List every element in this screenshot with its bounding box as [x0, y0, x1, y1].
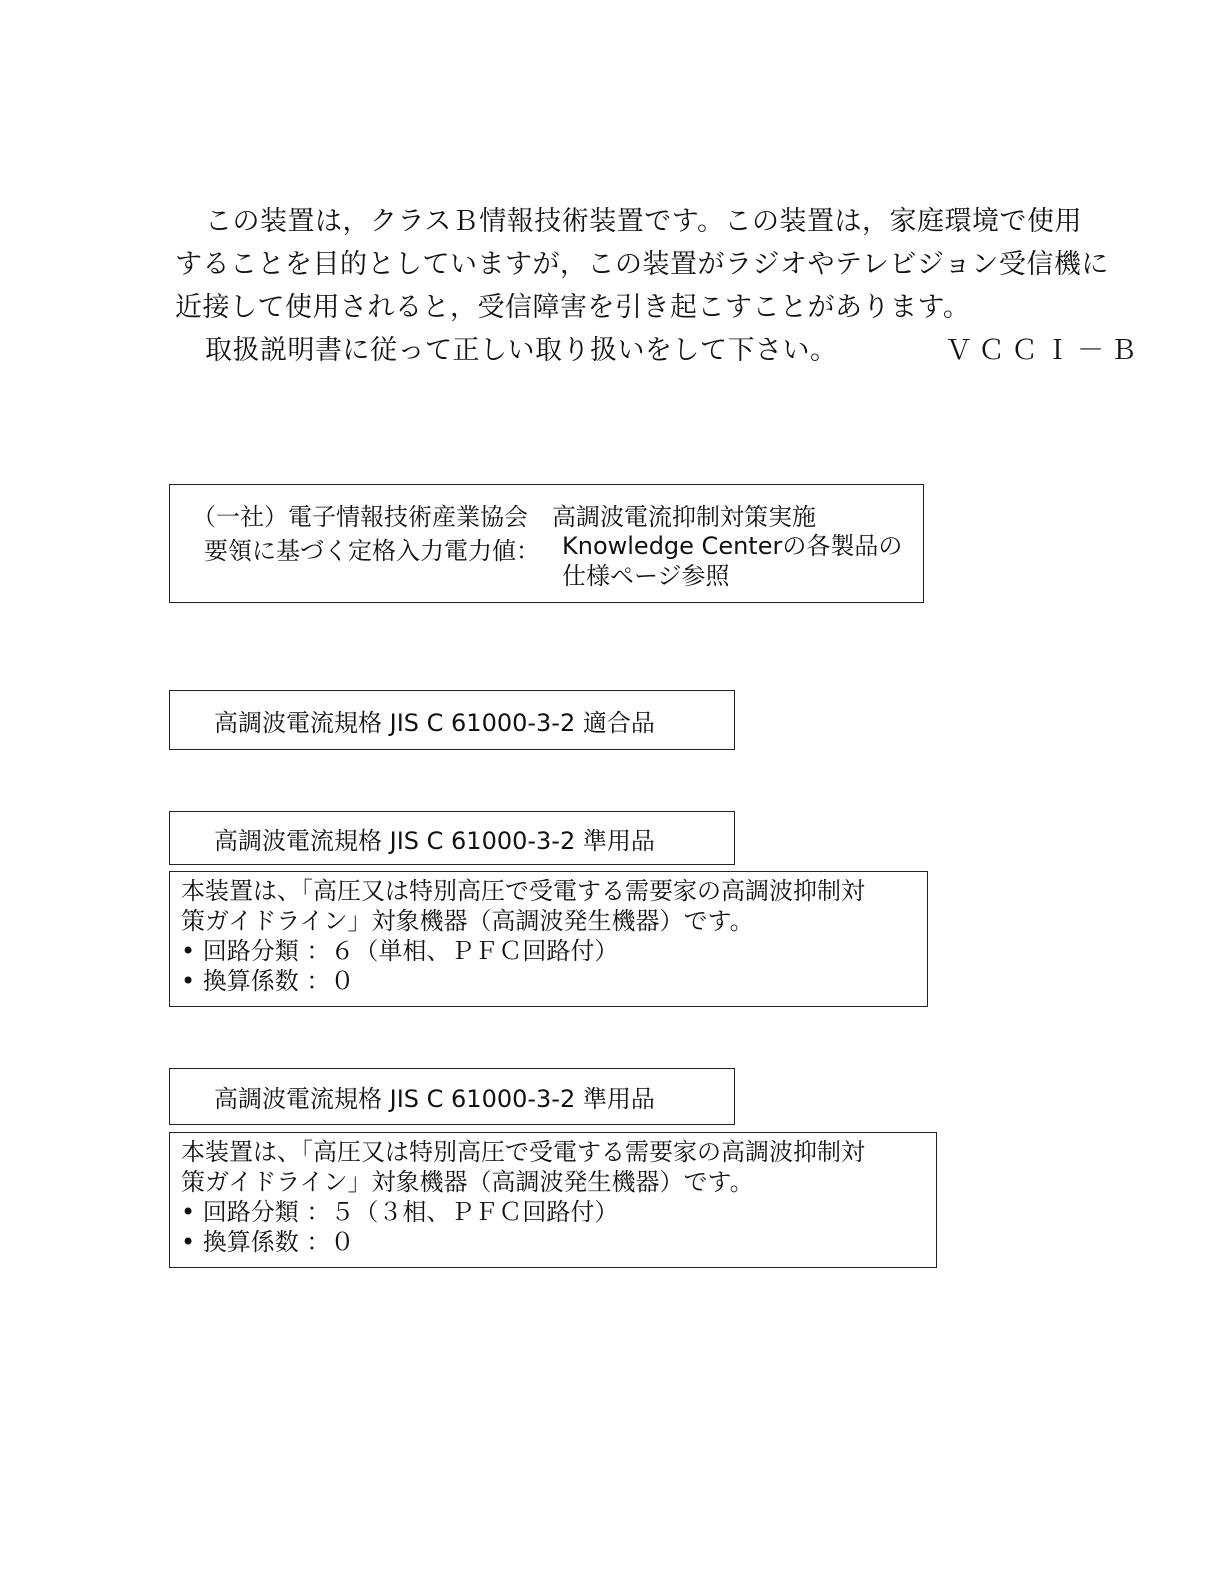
vcci-line-4	[175, 329, 1143, 372]
harmonic-standard-compliant-box	[169, 690, 735, 750]
vcci-class-label: ＶＣＣＩ－Ｂ	[945, 335, 1143, 366]
harmonic-guideline-note-2	[169, 1132, 937, 1268]
note-1-circuit-class: • 回路分類 ：６（単相、ＰＦＣ回路付）	[181, 937, 619, 965]
harmonic-standard-applied-text-2: 高調波電流規格 JIS C 61000-3-2 準用品	[214, 1085, 655, 1113]
rated-power-value: Knowledge Centerの各製品の仕様ページ参照	[562, 532, 903, 590]
vcci-notice	[175, 200, 1143, 372]
jeita-rated-power-box	[169, 484, 924, 603]
vcci-line-1: この装置は，クラスＢ情報技術装置です。この装置は，家庭環境で使用	[205, 206, 1083, 237]
vcci-line-3: 近接して使用されると，受信障害を引き起こすことがあります。	[175, 292, 971, 323]
rated-power-label: 要領に基づく定格入力電力値：	[204, 537, 540, 565]
harmonic-guideline-note-1	[169, 871, 928, 1007]
vcci-line-2: することを目的としていますが，この装置がラジオやテレビジョン受信機に	[175, 249, 1109, 280]
note-1-line-2: 策ガイドライン」対象機器（高調波発生機器）です。	[181, 907, 754, 935]
note-1-line-1: 本装置は、「高圧又は特別高圧で受電する需要家の高調波抑制対	[181, 877, 865, 905]
vcci-instruction-text: 取扱説明書に従って正しい取り扱いをして下さい。	[205, 335, 838, 366]
harmonic-standard-applied-box-2	[169, 1068, 735, 1125]
jeita-heading: （一社）電子情報技術産業協会 高調波電流抑制対策実施	[192, 503, 816, 531]
note-1-conversion-factor: • 換算係数 ：０	[181, 967, 355, 995]
harmonic-standard-applied-box-1	[169, 811, 735, 865]
note-2-line-1: 本装置は、「高圧又は特別高圧で受電する需要家の高調波抑制対	[181, 1138, 865, 1166]
harmonic-standard-applied-text-1: 高調波電流規格 JIS C 61000-3-2 準用品	[214, 826, 655, 855]
note-2-circuit-class: • 回路分類 ：５（３相、ＰＦＣ回路付）	[181, 1198, 619, 1226]
note-2-conversion-factor: • 換算係数 ：０	[181, 1228, 355, 1256]
harmonic-standard-compliant-text: 高調波電流規格 JIS C 61000-3-2 適合品	[214, 708, 655, 737]
note-2-line-2: 策ガイドライン」対象機器（高調波発生機器）です。	[181, 1168, 754, 1196]
